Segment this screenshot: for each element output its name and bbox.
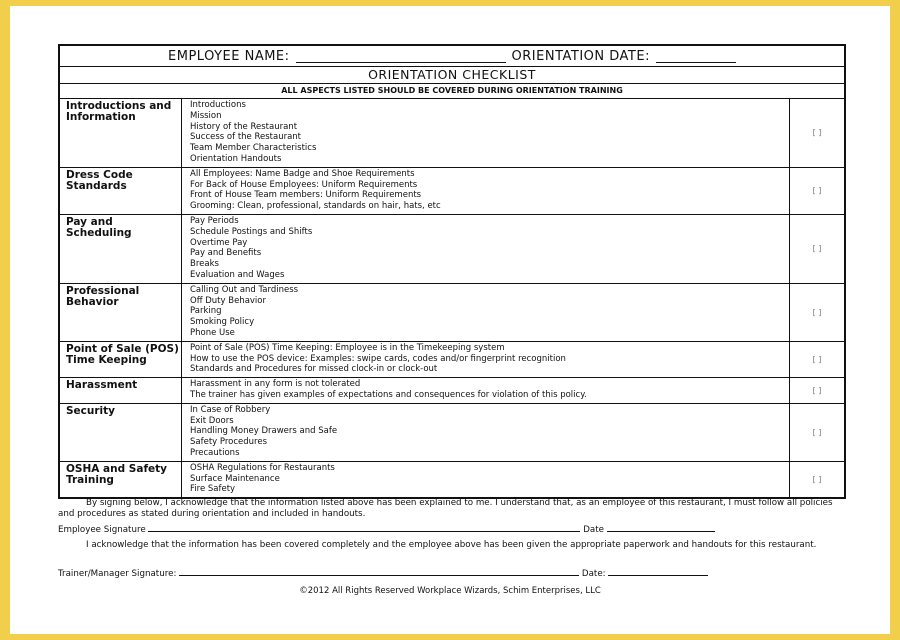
section-items bbox=[182, 404, 790, 461]
section-title: OSHA and Safety Training bbox=[60, 462, 182, 497]
section-item: Schedule Postings and Shifts bbox=[190, 226, 313, 237]
checklist-section bbox=[60, 168, 844, 215]
section-item: Safety Procedures bbox=[190, 437, 268, 448]
section-checkbox[interactable]: [ ] bbox=[812, 427, 822, 437]
trainer-acknowledgement: I acknowledge that the information has been covered completely and the employee above has been given the appropriate paperwork and handouts for this restaurant. bbox=[86, 540, 817, 550]
section-item: Surface Maintenance bbox=[190, 473, 280, 484]
section-item: Team Member Characteristics bbox=[190, 143, 317, 154]
section-items bbox=[182, 462, 790, 497]
section-title: Professional Behavior bbox=[60, 284, 182, 341]
section-title: Dress Code Standards bbox=[60, 168, 182, 214]
section-item: Point of Sale (POS) Time Keeping: Employee is in the Timekeeping system bbox=[190, 342, 505, 353]
section-title: Introductions and Information bbox=[60, 99, 182, 167]
section-item: Parking bbox=[190, 306, 222, 317]
trainer-signature-row bbox=[58, 566, 848, 580]
employee-date-field[interactable] bbox=[607, 522, 715, 532]
section-item: Overtime Pay bbox=[190, 237, 248, 248]
section-item: History of the Restaurant bbox=[190, 121, 298, 132]
section-item: Introductions bbox=[190, 100, 246, 110]
employee-signature-label: Employee Signature bbox=[58, 525, 146, 535]
section-items bbox=[182, 168, 790, 214]
section-items bbox=[182, 378, 790, 403]
section-item: Fire Safety bbox=[190, 484, 236, 495]
trainer-date-field[interactable] bbox=[608, 566, 708, 576]
checklist-title: ORIENTATION CHECKLIST bbox=[60, 67, 844, 84]
section-item: Pay Periods bbox=[190, 215, 239, 226]
section-checkbox[interactable]: [ ] bbox=[812, 244, 822, 254]
date-label: Date bbox=[583, 525, 604, 535]
checklist-section bbox=[60, 462, 844, 497]
section-checkbox[interactable]: [ ] bbox=[812, 307, 822, 317]
employee-signature-field[interactable] bbox=[148, 522, 580, 532]
checklist-section bbox=[60, 404, 844, 462]
document-page bbox=[10, 6, 890, 634]
checklist-section bbox=[60, 284, 844, 342]
section-checkbox[interactable]: [ ] bbox=[812, 385, 822, 395]
section-item: Phone Use bbox=[190, 327, 235, 338]
section-item: Success of the Restaurant bbox=[190, 132, 301, 143]
employee-signature-row bbox=[58, 522, 848, 536]
sections-table bbox=[60, 99, 844, 497]
section-item: Orientation Handouts bbox=[190, 153, 282, 164]
employee-acknowledgement: By signing below, I acknowledge that the information listed above has been explained to me. I understand that, as an employee of this restaurant, I must follow all policies and procedures as stated during orientation and included in handouts. bbox=[58, 498, 833, 519]
section-items bbox=[182, 284, 790, 341]
trainer-signature-field[interactable] bbox=[179, 566, 579, 576]
orientation-date-label: ORIENTATION DATE: bbox=[511, 48, 650, 64]
checklist-form bbox=[58, 44, 846, 499]
section-item: Precautions bbox=[190, 447, 240, 458]
section-item: Harassment in any form is not tolerated bbox=[190, 379, 361, 390]
section-checkbox[interactable]: [ ] bbox=[812, 128, 822, 138]
section-item: Mission bbox=[190, 110, 222, 121]
date-label-2: Date: bbox=[581, 569, 606, 579]
section-item: Standards and Procedures for missed clock-in or clock-out bbox=[190, 364, 438, 375]
section-title: Security bbox=[60, 404, 182, 461]
section-item: Handling Money Drawers and Safe bbox=[190, 426, 338, 437]
checklist-section bbox=[60, 378, 844, 404]
section-item: Grooming: Clean, professional, standards on hair, hats, etc bbox=[190, 201, 441, 212]
section-item: Off Duty Behavior bbox=[190, 295, 266, 306]
section-item: Breaks bbox=[190, 259, 219, 270]
section-item: The trainer has given examples of expectations and consequences for violation of this policy. bbox=[190, 389, 587, 400]
section-items bbox=[182, 342, 790, 377]
section-checkbox[interactable]: [ ] bbox=[812, 354, 822, 364]
section-item: All Employees: Name Badge and Shoe Requirements bbox=[190, 168, 415, 179]
section-item: Evaluation and Wages bbox=[190, 269, 285, 280]
header-row bbox=[60, 46, 844, 67]
section-item: Smoking Policy bbox=[190, 317, 255, 328]
trainer-signature-label: Trainer/Manager Signature: bbox=[58, 569, 177, 579]
employee-name-label: EMPLOYEE NAME: bbox=[168, 48, 290, 64]
section-item: How to use the POS device: Examples: swipe cards, codes and/or fingerprint recognition bbox=[190, 353, 566, 364]
section-checkbox[interactable]: [ ] bbox=[812, 474, 822, 484]
section-item: Pay and Benefits bbox=[190, 248, 262, 259]
section-title: Harassment bbox=[60, 378, 182, 403]
section-item: For Back of House Employees: Uniform Requirements bbox=[190, 179, 418, 190]
copyright-notice: ©2012 All Rights Reserved Workplace Wizards, Schim Enterprises, LLC bbox=[299, 586, 601, 596]
section-checkbox[interactable]: [ ] bbox=[812, 186, 822, 196]
section-title: Pay and Scheduling bbox=[60, 215, 182, 283]
checklist-section bbox=[60, 99, 844, 168]
section-item: In Case of Robbery bbox=[190, 404, 271, 415]
section-item: Front of House Team members: Uniform Requirements bbox=[190, 190, 422, 201]
section-item: Exit Doors bbox=[190, 415, 234, 426]
section-items bbox=[182, 99, 790, 167]
checklist-section bbox=[60, 342, 844, 378]
checklist-section bbox=[60, 215, 844, 284]
employee-name-field[interactable] bbox=[296, 50, 506, 63]
section-item: Calling Out and Tardiness bbox=[190, 284, 299, 295]
orientation-date-field[interactable] bbox=[656, 50, 736, 63]
section-title: Point of Sale (POS) Time Keeping bbox=[60, 342, 182, 377]
checklist-note: ALL ASPECTS LISTED SHOULD BE COVERED DURING ORIENTATION TRAINING bbox=[60, 84, 844, 99]
section-items bbox=[182, 215, 790, 283]
section-item: OSHA Regulations for Restaurants bbox=[190, 462, 335, 473]
